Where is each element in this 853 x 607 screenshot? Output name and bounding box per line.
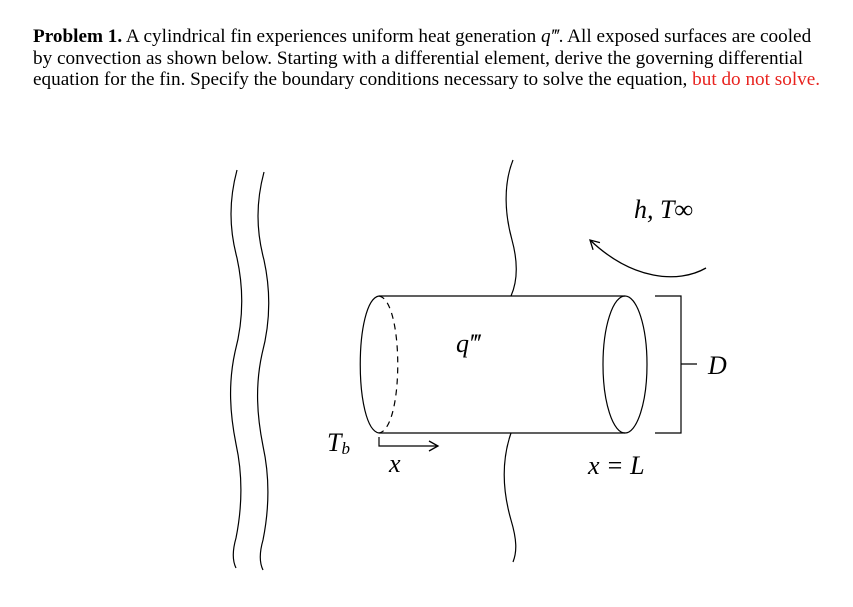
convection-label: h, T∞ [634,195,693,224]
x-axis-arrow [379,437,438,446]
problem-number: Problem 1. [33,26,123,47]
diameter-label: D [708,351,727,380]
base-temperature-label: Tb [327,428,350,458]
heat-generation-symbol: q‴ [540,26,559,47]
diameter-bracket [655,296,697,433]
do-not-solve-note: but do not solve. [692,69,821,90]
element-boundary-bottom [504,433,516,562]
tip-position-label: x = L [588,451,645,480]
convection-arrow [590,240,706,277]
x-coordinate-label: x [389,449,401,478]
element-boundary-top [506,160,516,296]
problem-text-part1: A cylindrical fin experiences uniform heat generation [122,26,541,47]
heat-generation-label: q‴ [456,329,480,358]
cylindrical-fin [360,296,647,433]
wall-right-line [258,172,269,570]
wall-left-line [231,170,242,568]
problem-text-part2: . All exposed surfaces are cooled by convection as shown below. Starting with a differential element, derive the governing differential equation for the fin. Specify the boundary conditions necessary to solve the equation, [33,26,812,90]
